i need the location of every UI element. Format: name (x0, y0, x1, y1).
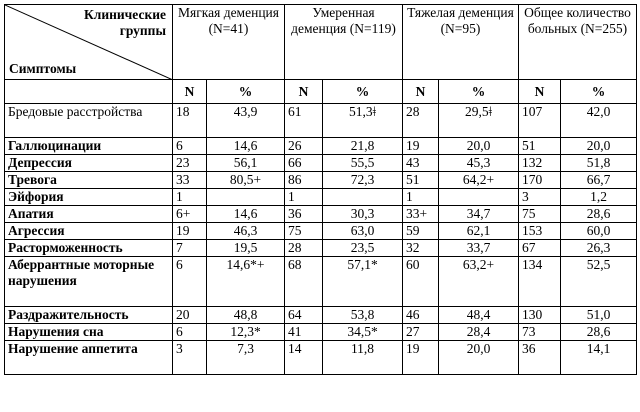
corner-bottom-label: Симптомы (9, 61, 77, 76)
sub-header-pct: % (323, 80, 403, 104)
percent-cell: 34,7 (439, 206, 519, 223)
percent-cell: 11,8 (323, 341, 403, 375)
count-cell: 7 (173, 240, 207, 257)
count-cell: 36 (285, 206, 323, 223)
percent-cell (207, 189, 285, 206)
percent-cell: 63,0 (323, 223, 403, 240)
table-row (5, 240, 637, 257)
percent-cell: 51,8 (561, 155, 637, 172)
count-cell: 43 (403, 155, 439, 172)
sub-header-empty (5, 80, 173, 104)
count-cell: 170 (519, 172, 561, 189)
count-cell: 26 (285, 138, 323, 155)
percent-cell: 57,1* (323, 257, 403, 307)
count-cell: 51 (403, 172, 439, 189)
percent-cell: 30,3 (323, 206, 403, 223)
count-cell: 46 (403, 307, 439, 324)
percent-cell: 51,3ǂ (323, 104, 403, 138)
percent-cell: 48,8 (207, 307, 285, 324)
percent-cell: 7,3 (207, 341, 285, 375)
table-row (5, 189, 637, 206)
sub-header-pct: % (439, 80, 519, 104)
symptom-label: Аберрантные моторные нарушения (5, 257, 173, 307)
count-cell: 73 (519, 324, 561, 341)
percent-cell: 62,1 (439, 223, 519, 240)
table-row (5, 104, 637, 138)
percent-cell: 72,3 (323, 172, 403, 189)
count-cell: 3 (173, 341, 207, 375)
percent-cell: 80,5+ (207, 172, 285, 189)
sub-header-n: N (519, 80, 561, 104)
percent-cell: 55,5 (323, 155, 403, 172)
count-cell: 61 (285, 104, 323, 138)
corner-cell (5, 5, 173, 80)
count-cell: 14 (285, 341, 323, 375)
sub-header-n: N (403, 80, 439, 104)
table-row (5, 206, 637, 223)
count-cell: 134 (519, 257, 561, 307)
count-cell: 41 (285, 324, 323, 341)
table-body (5, 104, 637, 375)
count-cell: 36 (519, 341, 561, 375)
table-row (5, 138, 637, 155)
percent-cell: 14,6 (207, 206, 285, 223)
count-cell: 6+ (173, 206, 207, 223)
percent-cell: 28,4 (439, 324, 519, 341)
count-cell: 67 (519, 240, 561, 257)
percent-cell (323, 189, 403, 206)
sub-header-n: N (173, 80, 207, 104)
count-cell: 33 (173, 172, 207, 189)
sub-header-pct: % (207, 80, 285, 104)
count-cell: 19 (173, 223, 207, 240)
table-row (5, 172, 637, 189)
sub-header-n: N (285, 80, 323, 104)
symptom-label: Апатия (5, 206, 173, 223)
count-cell: 68 (285, 257, 323, 307)
count-cell: 86 (285, 172, 323, 189)
count-cell: 75 (285, 223, 323, 240)
count-cell: 153 (519, 223, 561, 240)
corner-top-label: Клинические группы (83, 7, 166, 38)
count-cell: 59 (403, 223, 439, 240)
percent-cell: 63,2+ (439, 257, 519, 307)
table-row (5, 324, 637, 341)
symptoms-table (4, 4, 637, 375)
percent-cell: 53,8 (323, 307, 403, 324)
count-cell: 132 (519, 155, 561, 172)
percent-cell: 56,1 (207, 155, 285, 172)
count-cell: 64 (285, 307, 323, 324)
symptom-label: Агрессия (5, 223, 173, 240)
percent-cell: 28,6 (561, 206, 637, 223)
table-row (5, 307, 637, 324)
percent-cell: 21,8 (323, 138, 403, 155)
group-header-mild: Мягкая деменция (N=41) (173, 5, 285, 80)
percent-cell: 64,2+ (439, 172, 519, 189)
percent-cell: 33,7 (439, 240, 519, 257)
percent-cell: 20,0 (439, 138, 519, 155)
group-header-moderate: Умеренная деменция (N=119) (285, 5, 403, 80)
table-row (5, 257, 637, 307)
percent-cell: 42,0 (561, 104, 637, 138)
count-cell: 33+ (403, 206, 439, 223)
percent-cell: 20,0 (439, 341, 519, 375)
count-cell: 19 (403, 341, 439, 375)
count-cell: 75 (519, 206, 561, 223)
count-cell: 20 (173, 307, 207, 324)
count-cell: 1 (173, 189, 207, 206)
percent-cell: 26,3 (561, 240, 637, 257)
percent-cell: 12,3* (207, 324, 285, 341)
count-cell: 51 (519, 138, 561, 155)
count-cell: 28 (285, 240, 323, 257)
count-cell: 19 (403, 138, 439, 155)
count-cell: 1 (285, 189, 323, 206)
percent-cell: 34,5* (323, 324, 403, 341)
percent-cell: 28,6 (561, 324, 637, 341)
percent-cell: 52,5 (561, 257, 637, 307)
percent-cell: 1,2 (561, 189, 637, 206)
count-cell: 3 (519, 189, 561, 206)
count-cell: 66 (285, 155, 323, 172)
count-cell: 27 (403, 324, 439, 341)
percent-cell: 45,3 (439, 155, 519, 172)
count-cell: 6 (173, 324, 207, 341)
symptom-label: Раздражительность (5, 307, 173, 324)
symptom-label: Тревога (5, 172, 173, 189)
count-cell: 6 (173, 138, 207, 155)
table-row (5, 155, 637, 172)
percent-cell: 43,9 (207, 104, 285, 138)
percent-cell (439, 189, 519, 206)
table-row (5, 223, 637, 240)
sub-header-row (5, 80, 637, 104)
percent-cell: 20,0 (561, 138, 637, 155)
group-header-row (5, 5, 637, 80)
percent-cell: 14,1 (561, 341, 637, 375)
symptom-label: Галлюцинации (5, 138, 173, 155)
count-cell: 18 (173, 104, 207, 138)
count-cell: 28 (403, 104, 439, 138)
symptom-label: Нарушение аппетита (5, 341, 173, 375)
count-cell: 60 (403, 257, 439, 307)
symptom-label: Эйфория (5, 189, 173, 206)
sub-header-pct: % (561, 80, 637, 104)
percent-cell: 48,4 (439, 307, 519, 324)
count-cell: 23 (173, 155, 207, 172)
percent-cell: 46,3 (207, 223, 285, 240)
symptom-label: Бредовые расстройства (5, 104, 173, 138)
percent-cell: 29,5ǂ (439, 104, 519, 138)
symptom-label: Нарушения сна (5, 324, 173, 341)
percent-cell: 23,5 (323, 240, 403, 257)
count-cell: 6 (173, 257, 207, 307)
group-header-total: Общее количество больных (N=255) (519, 5, 637, 80)
symptom-label: Расторможенность (5, 240, 173, 257)
percent-cell: 14,6 (207, 138, 285, 155)
count-cell: 1 (403, 189, 439, 206)
percent-cell: 14,6*+ (207, 257, 285, 307)
percent-cell: 66,7 (561, 172, 637, 189)
count-cell: 32 (403, 240, 439, 257)
percent-cell: 19,5 (207, 240, 285, 257)
percent-cell: 60,0 (561, 223, 637, 240)
count-cell: 107 (519, 104, 561, 138)
table-row (5, 341, 637, 375)
symptom-label: Депрессия (5, 155, 173, 172)
percent-cell: 51,0 (561, 307, 637, 324)
group-header-severe: Тяжелая деменция (N=95) (403, 5, 519, 80)
count-cell: 130 (519, 307, 561, 324)
